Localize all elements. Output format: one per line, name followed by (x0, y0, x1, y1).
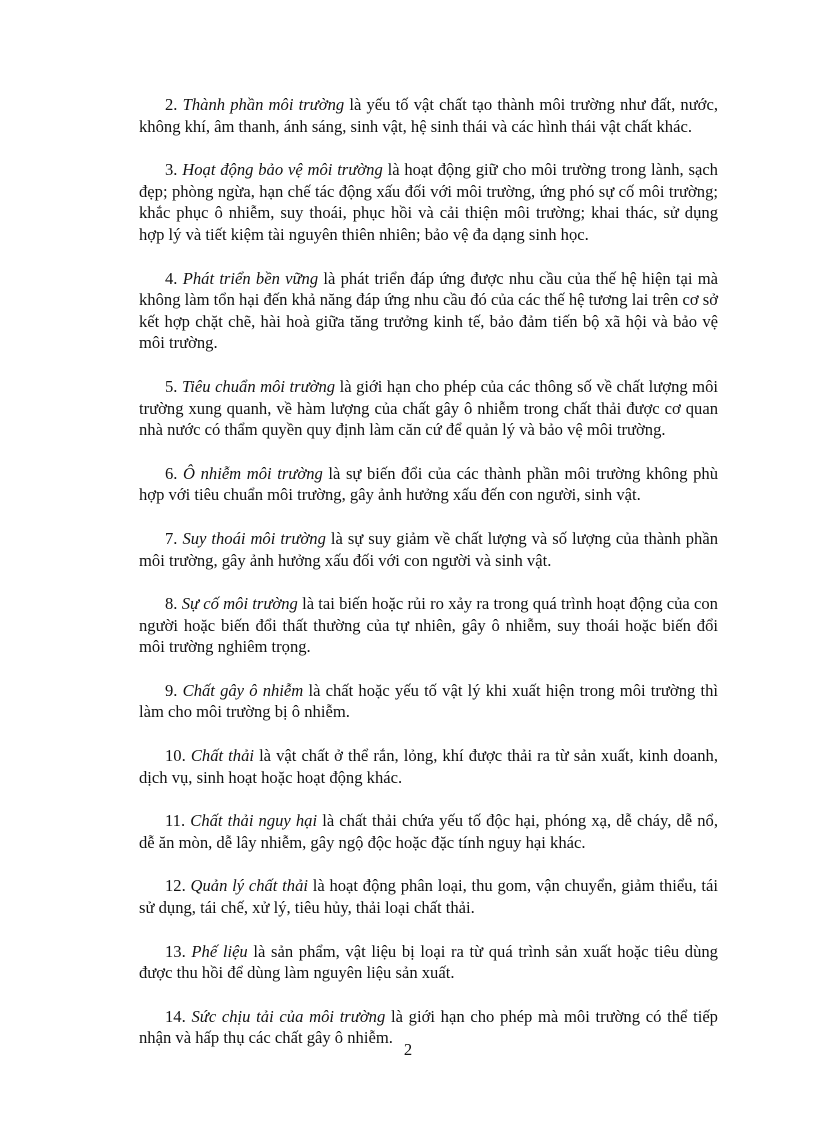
definition-text: là giới hạn cho phép của các thông số về chất lượng môi trường xung quanh, về hàm lượng của chất gây ô nhiễm trong chất thải được cơ quan nhà nước có thẩm quyền quy định làm căn cứ để quản lý và bảo vệ môi trường. (139, 376, 718, 440)
item-number: 2. (165, 95, 178, 114)
item-number: 12. (165, 876, 186, 896)
defined-term: Chất thải nguy hại (190, 811, 318, 831)
definition-text: là phát triển đáp ứng được nhu cầu của thế hệ hiện tại mà không làm tổn hại đến khả năng đáp ứng nhu cầu đó của các thế hệ tương lai trên cơ sở kết hợp chặt chẽ, hài hoà giữa tăng trưởng kinh tế, bảo đảm tiến bộ xã hội và bảo vệ môi trường. (139, 268, 718, 353)
definition-text: là chất hoặc yếu tố vật lý khi xuất hiện trong môi trường thì làm cho môi trường bị ô nhiễm. (139, 680, 718, 722)
definition-text: là sản phẩm, vật liệu bị loại ra từ quá trình sản xuất hoặc tiêu dùng được thu hồi để dùng làm nguyên liệu sản xuất. (139, 941, 718, 983)
item-number: 14. (165, 1006, 186, 1026)
definition-text: là hoạt động giữ cho môi trường trong lành, sạch đẹp; phòng ngừa, hạn chế tác động xấu đối với môi trường, ứng phó sự cố môi trường; khắc phục ô nhiễm, suy thoái, phục hồi và cải thiện môi trường; khai thác, sử dụng hợp lý và tiết kiệm tài nguyên thiên nhiên; bảo vệ đa dạng sinh học. (139, 160, 718, 244)
definitions-list (139, 94, 718, 1071)
defined-term: Chất thải (190, 746, 254, 766)
definition-paragraph (139, 593, 718, 658)
defined-term: Quản lý chất thải (190, 876, 308, 896)
defined-term: Hoạt động bảo vệ môi trường (182, 160, 383, 180)
item-number: 7. (165, 528, 178, 548)
definition-text: là tai biến hoặc rủi ro xảy ra trong quá trình hoạt động của con người hoặc biến đổi thất thường của tự nhiên, gây ô nhiễm, suy thoái hoặc biến đổi môi trường nghiêm trọng. (139, 594, 718, 657)
definition-paragraph (139, 810, 718, 853)
item-number: 3. (165, 160, 178, 180)
defined-term: Sự cố môi trường (181, 594, 298, 614)
definition-paragraph (139, 376, 718, 441)
definition-text: là sự suy giảm về chất lượng và số lượng của thành phần môi trường, gây ảnh hưởng xấu đối với con người và sinh vật. (139, 528, 719, 570)
item-number: 10. (165, 746, 186, 766)
defined-term: Tiêu chuẩn môi trường (181, 376, 336, 396)
page-number: 2 (403, 1040, 413, 1059)
defined-term: Thành phần môi trường (182, 95, 345, 114)
definition-text: là chất thải chứa yếu tố độc hại, phóng xạ, dễ cháy, dễ nổ, dễ ăn mòn, dễ lây nhiễm, gây ngộ độc hoặc đặc tính nguy hại khác. (139, 811, 718, 852)
item-number: 9. (165, 680, 178, 700)
defined-term: Ô nhiễm môi trường (183, 463, 323, 483)
definition-paragraph (139, 941, 718, 984)
definition-paragraph (139, 463, 718, 506)
definition-paragraph (139, 159, 718, 245)
defined-term: Sức chịu tải của môi trường (191, 1006, 386, 1026)
item-number: 6. (165, 463, 178, 483)
item-number: 8. (165, 594, 178, 614)
definition-text: là yếu tố vật chất tạo thành môi trường như đất, nước, không khí, âm thanh, ánh sáng, sinh vật, hệ sinh thái và các hình thái vật chất khác. (139, 95, 718, 136)
defined-term: Phế liệu (191, 941, 248, 961)
definition-text: là sự biến đổi của các thành phần môi trường không phù hợp với tiêu chuẩn môi trường, gây ảnh hưởng xấu đến con người, sinh vật. (139, 463, 718, 505)
definition-paragraph (139, 268, 718, 354)
item-number: 11. (165, 811, 186, 831)
definition-paragraph (139, 680, 718, 723)
definition-text: là hoạt động phân loại, thu gom, vận chuyển, giảm thiểu, tái sử dụng, tái chế, xử lý, tiêu hủy, thải loại chất thải. (139, 876, 718, 918)
definition-text: là vật chất ở thể rắn, lỏng, khí được thải ra từ sản xuất, kinh doanh, dịch vụ, sinh hoạt hoặc hoạt động khác. (139, 746, 718, 787)
definition-paragraph (139, 94, 718, 137)
item-number: 13. (165, 941, 186, 961)
definition-paragraph (139, 875, 718, 918)
item-number: 4. (165, 268, 178, 288)
item-number: 5. (165, 376, 178, 396)
definition-paragraph (139, 528, 718, 571)
defined-term: Phát triển bền vững (182, 268, 319, 288)
defined-term: Suy thoái môi trường (182, 528, 326, 548)
definition-text: là giới hạn cho phép mà môi trường có thể tiếp nhận và hấp thụ các chất gây ô nhiễm. (139, 1006, 718, 1048)
definition-paragraph (139, 745, 718, 788)
defined-term: Chất gây ô nhiễm (182, 680, 304, 700)
